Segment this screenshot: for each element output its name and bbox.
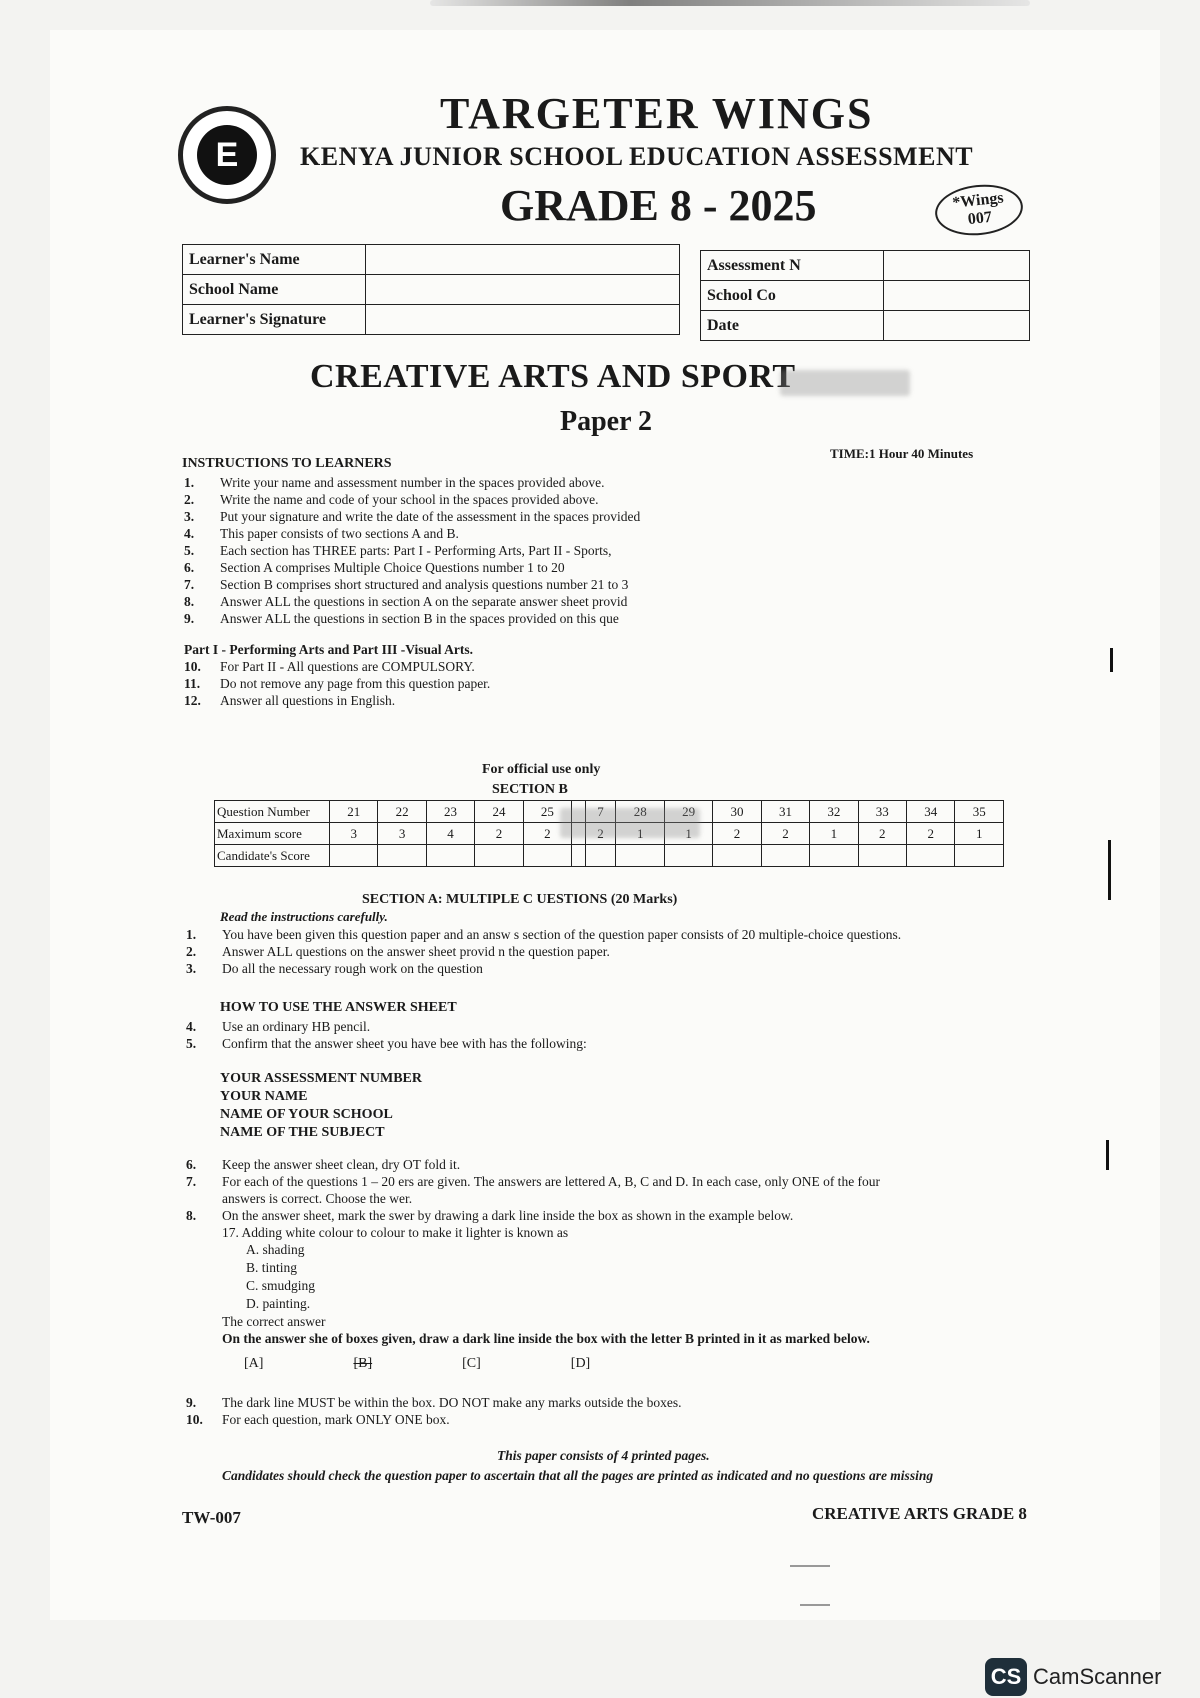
max-score-cell: 2 (907, 823, 955, 845)
candidate-score-cell[interactable] (713, 845, 761, 867)
max-score-cell: 2 (761, 823, 809, 845)
school-name-field[interactable] (366, 275, 680, 305)
section-a-title: SECTION A: MULTIPLE C UESTIONS (20 Marks) (362, 892, 678, 907)
section-a-instructions (186, 926, 1026, 977)
assessment-info-table (700, 250, 1030, 341)
instruction-item: 1. Write your name and assessment number in the spaces provided above. (184, 475, 605, 490)
candidate-score-cell[interactable] (907, 845, 955, 867)
instruction-item: 10. For each question, mark ONLY ONE box. (186, 1412, 450, 1427)
scan-artifact (800, 1604, 830, 1606)
max-score-cell: 1 (810, 823, 858, 845)
instruction-item: 8. On the answer sheet, mark the swer by drawing a dark line inside the box as shown in the example below. (186, 1208, 794, 1223)
final-instructions (186, 1394, 1026, 1428)
signature-field[interactable] (366, 305, 680, 335)
scan-artifact (1110, 648, 1113, 672)
candidate-score-cell[interactable] (523, 845, 571, 867)
box-a: [A] (244, 1356, 264, 1371)
question-number-cell: 33 (858, 801, 906, 823)
signature-label: Learner's Signature (183, 305, 366, 335)
field-school-name: NAME OF YOUR SCHOOL (220, 1107, 393, 1122)
instruction-item: 11. Do not remove any page from this question paper. (184, 676, 491, 691)
max-score-cell: 2 (713, 823, 761, 845)
candidate-score-cell[interactable] (955, 845, 1004, 867)
max-score-cell: 1 (955, 823, 1004, 845)
max-score-cell: 2 (858, 823, 906, 845)
footer-subject: CREATIVE ARTS GRADE 8 (812, 1504, 1027, 1523)
candidate-score-cell[interactable] (475, 845, 523, 867)
camscanner-logo-icon: CS (985, 1658, 1027, 1696)
date-label: Date (701, 311, 884, 341)
instructions-list (184, 474, 1004, 709)
max-score-cell: 4 (426, 823, 474, 845)
part-heading: Part I - Performing Arts and Part III -Visual Arts. (184, 642, 473, 657)
question-number-cell: 23 (426, 801, 474, 823)
question-number-cell: 31 (761, 801, 809, 823)
assessment-number-field[interactable] (884, 251, 1030, 281)
candidate-score-cell[interactable] (858, 845, 906, 867)
assessment-number-label: Assessment N (701, 251, 884, 281)
page-count-note: This paper consists of 4 printed pages. (497, 1448, 710, 1463)
instruction-item: 4. Use an ordinary HB pencil. (186, 1019, 371, 1034)
school-logo (178, 106, 276, 204)
answer-sheet-instructions (186, 1018, 1026, 1052)
instruction-item: 6. Section A comprises Multiple Choice Questions number 1 to 20 (184, 560, 565, 575)
question-number-cell: 32 (810, 801, 858, 823)
instruction-item: 5. Confirm that the answer sheet you have bee with has the following: (186, 1036, 587, 1051)
answer-sheet-heading: HOW TO USE THE ANSWER SHEET (220, 1000, 457, 1015)
learner-name-field[interactable] (366, 245, 680, 275)
score-table-header: Candidate's Score (215, 845, 330, 867)
max-score-cell: 3 (378, 823, 426, 845)
answer-sheet-fields (220, 1070, 422, 1142)
instructions-heading: INSTRUCTIONS TO LEARNERS (182, 456, 392, 471)
question-number-cell: 22 (378, 801, 426, 823)
candidate-score-cell[interactable] (664, 845, 712, 867)
candidate-score-cell[interactable] (810, 845, 858, 867)
instruction-item: 6. Keep the answer sheet clean, dry OT fold it. (186, 1157, 461, 1172)
section-b-label: SECTION B (492, 782, 568, 797)
instruction-item: 7. Section B comprises short structured and analysis questions number 21 to 3 (184, 577, 629, 592)
instruction-item: 2. Write the name and code of your school in the spaces provided above. (184, 492, 599, 507)
learner-info-table (182, 244, 680, 335)
school-code-label: School Co (701, 281, 884, 311)
logo-emblem: E (197, 125, 257, 185)
option-c: C. smudging (246, 1278, 316, 1293)
on-sheet-text: On the answer she of boxes given, draw a dark line inside the box with the letter B printed in it as marked below. (222, 1331, 870, 1346)
official-use-label: For official use only (482, 762, 601, 777)
camscanner-watermark (985, 1658, 1161, 1696)
candidate-score-cell[interactable] (616, 845, 664, 867)
example-question: 17. Adding white colour to colour to make it lighter is known as (222, 1225, 569, 1240)
grade-year: GRADE 8 - 2025 (500, 181, 817, 230)
box-c: [C] (462, 1356, 481, 1371)
candidate-score-cell[interactable] (426, 845, 474, 867)
scan-artifact (1106, 1140, 1109, 1170)
instruction-item: 4. This paper consists of two sections A and B. (184, 526, 459, 541)
max-score-cell: 2 (585, 823, 616, 845)
instruction-item: 7. For each of the questions 1 – 20 ers are given. The answers are lettered A, B, C and D. In each case, only ONE of the four (186, 1174, 881, 1189)
learner-name-label: Learner's Name (183, 245, 366, 275)
time-allowed: TIME:1 Hour 40 Minutes (830, 446, 974, 461)
max-score-cell: 1 (664, 823, 712, 845)
marking-instructions (186, 1156, 1046, 1347)
box-b-marked: [B] (353, 1356, 373, 1371)
school-name-label: School Name (183, 275, 366, 305)
score-table-header: Question Number (215, 801, 330, 823)
wings-badge-line2: 007 (967, 208, 993, 229)
date-field[interactable] (884, 311, 1030, 341)
example-options (186, 1241, 1046, 1313)
max-score-cell: 2 (475, 823, 523, 845)
instruction-item: 2. Answer ALL questions on the answer sheet provid n the question paper. (186, 944, 610, 959)
subject-title: CREATIVE ARTS AND SPORT (310, 358, 796, 395)
candidate-score-cell[interactable] (761, 845, 809, 867)
box-d: [D] (570, 1356, 591, 1371)
field-assessment-number: YOUR ASSESSMENT NUMBER (220, 1071, 423, 1086)
question-number-cell: 25 (523, 801, 571, 823)
redaction-blur (560, 808, 700, 838)
wings-badge-line1: *Wings (951, 189, 1005, 212)
candidate-score-cell[interactable] (572, 845, 585, 867)
scan-artifact (790, 1565, 830, 1567)
question-number-cell: 7 (585, 801, 616, 823)
instruction-item: 10. For Part II - All questions are COMPULSORY. (184, 659, 475, 674)
candidate-score-cell[interactable] (330, 845, 378, 867)
scan-smear (430, 0, 1030, 6)
answer-boxes (244, 1356, 680, 1372)
option-b: B. tinting (246, 1260, 298, 1275)
question-number-cell: 29 (664, 801, 712, 823)
organization-name: TARGETER WINGS (440, 89, 874, 138)
correct-answer-text: The correct answer (222, 1314, 326, 1329)
max-score-cell: 1 (616, 823, 664, 845)
instruction-item: 3. Put your signature and write the date of the assessment in the spaces provided (184, 509, 641, 524)
school-code-field[interactable] (884, 281, 1030, 311)
instruction-item: 8. Answer ALL the questions in section A on the separate answer sheet provid (184, 594, 628, 609)
max-score-cell: 2 (523, 823, 571, 845)
instruction-item: 1. You have been given this question paper and an answ s section of the question paper consists of 20 multiple-choice questions. (186, 927, 902, 942)
candidate-score-cell[interactable] (585, 845, 616, 867)
scan-artifact (1108, 840, 1111, 900)
max-score-cell: 3 (330, 823, 378, 845)
question-number-cell: 30 (713, 801, 761, 823)
camscanner-label: CamScanner (1033, 1664, 1162, 1689)
assessment-subtitle: KENYA JUNIOR SCHOOL EDUCATION ASSESSMENT (300, 142, 974, 171)
check-pages-note: Candidates should check the question paper to ascertain that all the pages are printed as indicated and no questions are missing (222, 1468, 934, 1483)
paper-code: TW-007 (182, 1508, 241, 1527)
instruction-item: 9. The dark line MUST be within the box. DO NOT make any marks outside the boxes. (186, 1395, 682, 1410)
score-table-header: Maximum score (215, 823, 330, 845)
instruction-item: 3. Do all the necessary rough work on the question (186, 961, 483, 976)
option-d: D. painting. (246, 1296, 311, 1311)
read-instructions: Read the instructions carefully. (220, 909, 388, 924)
redaction-blur (780, 370, 910, 396)
question-number-cell: 24 (475, 801, 523, 823)
instruction-item: 12. Answer all questions in English. (184, 693, 396, 708)
question-number-cell: 28 (616, 801, 664, 823)
field-subject-name: NAME OF THE SUBJECT (220, 1125, 385, 1140)
candidate-score-cell[interactable] (378, 845, 426, 867)
paper-number: Paper 2 (560, 406, 653, 437)
question-number-cell: 34 (907, 801, 955, 823)
instruction-item: answers is correct. Choose the wer. (222, 1191, 413, 1206)
question-number-cell: 21 (330, 801, 378, 823)
field-your-name: YOUR NAME (220, 1089, 308, 1104)
instruction-item: 9. Answer ALL the questions in section B in the spaces provided on this que (184, 611, 619, 626)
instruction-item: 5. Each section has THREE parts: Part I - Performing Arts, Part II - Sports, (184, 543, 612, 558)
option-a: A. shading (246, 1242, 305, 1257)
question-number-cell: 35 (955, 801, 1004, 823)
